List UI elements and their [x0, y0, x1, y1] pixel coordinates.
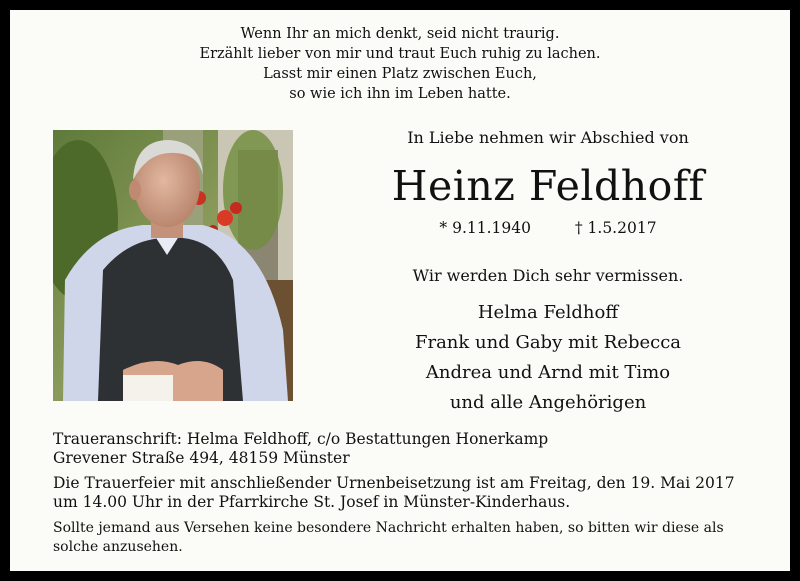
family-list — [360, 298, 736, 418]
deceased-name: Heinz Feldhoff — [391, 162, 705, 210]
poem-line: Wenn Ihr an mich denkt, seid nicht traurig. — [240, 26, 560, 42]
ceremony-line: um 14.00 Uhr in der Pfarrkirche St. Josef in Münster-Kinderhaus. — [53, 493, 571, 511]
address-line: Grevener Straße 494, 48159 Münster — [53, 449, 350, 467]
family-member: und alle Angehörigen — [449, 392, 647, 413]
miss-message: Wir werden Dich sehr vermissen. — [412, 266, 684, 285]
notice-line: Sollte jemand aus Versehen keine besondere Nachricht erhalten haben, so bitten wir diese als — [53, 520, 724, 536]
death-date: † 1.5.2017 — [574, 219, 657, 237]
poem-line: so wie ich ihn im Leben hatte. — [289, 86, 511, 102]
life-dates — [360, 219, 736, 237]
birth-date: * 9.11.1940 — [439, 219, 531, 237]
notice-line: solche anzusehen. — [53, 539, 183, 555]
poem — [10, 24, 790, 104]
family-member: Andrea und Arnd mit Timo — [425, 362, 671, 383]
ceremony-line: Die Trauerfeier mit anschließender Urnenbeisetzung ist am Freitag, den 19. Mai 2017 — [53, 474, 735, 492]
poem-line: Erzählt lieber von mir und traut Euch ruhig zu lachen. — [199, 46, 601, 62]
address-line: Traueranschrift: Helma Feldhoff, c/o Bestattungen Honerkamp — [53, 430, 549, 448]
portrait-photo — [53, 130, 293, 401]
family-member: Frank und Gaby mit Rebecca — [414, 332, 682, 353]
poem-line: Lasst mir einen Platz zwischen Euch, — [263, 66, 537, 82]
footer-info — [53, 430, 753, 557]
family-member: Helma Feldhoff — [477, 302, 619, 323]
obituary-card — [10, 10, 790, 571]
farewell-intro: In Liebe nehmen wir Abschied von — [407, 128, 689, 147]
